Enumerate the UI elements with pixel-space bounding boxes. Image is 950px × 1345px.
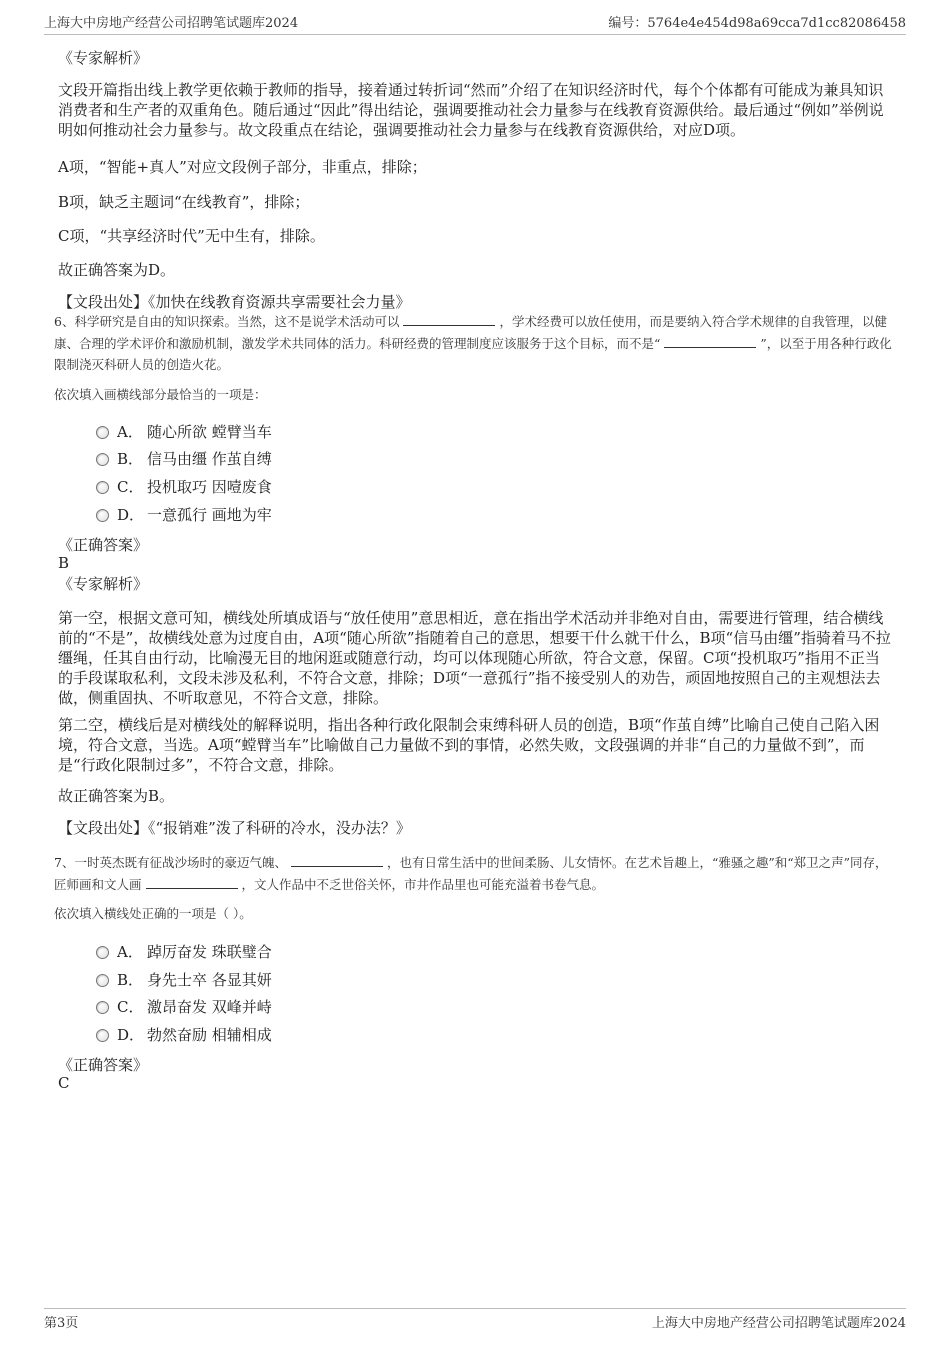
- question-7-prompt: 依次填入横线处正确的一项是（ ）。: [54, 906, 252, 921]
- header-divider: [44, 34, 906, 35]
- answer-blank-1: [403, 313, 495, 326]
- question-7-option-c[interactable]: C． 激昂奋发 双峰并峙: [96, 996, 272, 1018]
- answer-heading: 《正确答案》: [58, 536, 149, 554]
- radio-icon[interactable]: [96, 1029, 109, 1042]
- page-header: [44, 12, 906, 32]
- question-6-option-b[interactable]: B． 信马由缰 作茧自缚: [96, 448, 272, 470]
- question-7-text: 7、一时英杰既有征战沙场时的豪迈气魄、 ，也有日常生活中的世间柔肠、儿女情怀。在艺术旨趣上，“雅骚之趣”和“郑卫之声”同存，匠师画和文人画 ，文人作品中不乏世俗关怀，市井作品里也可能充溢着书卷气息。: [54, 855, 888, 892]
- header-serial: 编号：5764e4e454d98a69cca7d1cc82086458: [608, 16, 906, 31]
- question-7-option-b[interactable]: B． 身先士卒 各显其妍: [96, 969, 272, 991]
- question-6-option-c[interactable]: C． 投机取巧 因噎废食: [96, 476, 272, 498]
- page-number: 第3页: [44, 1316, 79, 1331]
- radio-icon[interactable]: [96, 453, 109, 466]
- question-6-prompt: 依次填入画横线部分最恰当的一项是：: [54, 387, 267, 402]
- option-b-note: B项，缺乏主题词“在线教育”，排除；: [58, 193, 310, 211]
- header-title: 上海大中房地产经营公司招聘笔试题库2024: [44, 16, 299, 31]
- footer-title: 上海大中房地产经营公司招聘笔试题库2024: [651, 1316, 906, 1331]
- footer-divider: [44, 1308, 906, 1309]
- radio-icon[interactable]: [96, 1001, 109, 1014]
- answer-value: B: [58, 554, 70, 572]
- source-citation: 【文段出处】《“报销难”泼了科研的冷水，没办法？》: [58, 819, 411, 837]
- option-a-note: A项，“智能+真人”对应文段例子部分，非重点，排除；: [58, 158, 427, 176]
- answer-blank-1: [291, 854, 383, 867]
- answer-heading: 《正确答案》: [58, 1056, 149, 1074]
- answer-blank-2: [664, 335, 756, 348]
- question-7-option-a[interactable]: A． 踔厉奋发 珠联璧合: [96, 941, 272, 963]
- radio-icon[interactable]: [96, 426, 109, 439]
- conclusion: 故正确答案为B。: [58, 787, 175, 805]
- analysis-heading: 《专家解析》: [58, 49, 149, 67]
- radio-icon[interactable]: [96, 481, 109, 494]
- source-citation: 【文段出处】《加快在线教育资源共享需要社会力量》: [58, 293, 411, 311]
- conclusion: 故正确答案为D。: [58, 261, 176, 279]
- radio-icon[interactable]: [96, 974, 109, 987]
- option-c-note: C项，“共享经济时代”无中生有，排除。: [58, 227, 325, 245]
- answer-blank-2: [146, 876, 238, 889]
- question-7-option-d[interactable]: D． 勃然奋励 相辅相成: [96, 1024, 272, 1046]
- question-6-option-d[interactable]: D． 一意孤行 画地为牢: [96, 504, 272, 526]
- analysis-paragraph-2: 第二空，横线后是对横线处的解释说明，指出各种行政化限制会束缚科研人员的创造，B项“作茧自缚”比喻自己使自己陷入困境，符合文意，当选。A项“螳臂当车”比喻做自己力量做不到的事情，必然失败，文段强调的并非“自己的力量做不到”，而是“行政化限制过多”，不符合文意，排除。: [58, 716, 880, 774]
- answer-value: C: [58, 1074, 70, 1092]
- radio-icon[interactable]: [96, 946, 109, 959]
- analysis-paragraph-1: 第一空，根据文意可知，横线处所填成语与“放任使用”意思相近，意在指出学术活动并非绝对自由，需要进行管理，结合横线前的“不是”，故横线处意为过度自由，A项“随心所欲”指随着自己的意思，想要干什么就干什么，B项“信马由缰”指骑着马不拉缰绳，任其自由行动，比喻漫无目的地闲逛或随意行动，均可以体现随心所欲，符合文意，保留。C项“投机取巧”指用不正当的手段谋取私利，文段未涉及私利，不符合文意，排除；D项“一意孤行”指不接受别人的劝告，顽固地按照自己的主观想法去做，侧重固执、不听取意见，不符合文意，排除。: [58, 609, 891, 707]
- question-6-text: 6、科学研究是自由的知识探索。当然，这不是说学术活动可以 ，学术经费可以放任使用，而是要纳入符合学术规律的自我管理，以健康、合理的学术评价和激励机制，激发学术共同体的活力。科研经费的管理制度应该服务于这个目标，而不是“ ”，以至于用各种行政化限制浇灭科研人员的创造火花。: [54, 314, 892, 372]
- analysis-paragraph: 文段开篇指出线上教学更依赖于教师的指导，接着通过转折词“然而”介绍了在知识经济时代，每个个体都有可能成为兼具知识消费者和生产者的双重角色。随后通过“因此”得出结论，强调要推动社会力量参与在线教育资源供给。最后通过“例如”举例说明如何推动社会力量参与。故文段重点在结论，强调要推动社会力量参与在线教育资源供给，对应D项。: [58, 81, 884, 139]
- radio-icon[interactable]: [96, 509, 109, 522]
- analysis-heading: 《专家解析》: [58, 575, 149, 593]
- page-footer: [44, 1312, 906, 1332]
- question-6-option-a[interactable]: A． 随心所欲 螳臂当车: [96, 421, 272, 443]
